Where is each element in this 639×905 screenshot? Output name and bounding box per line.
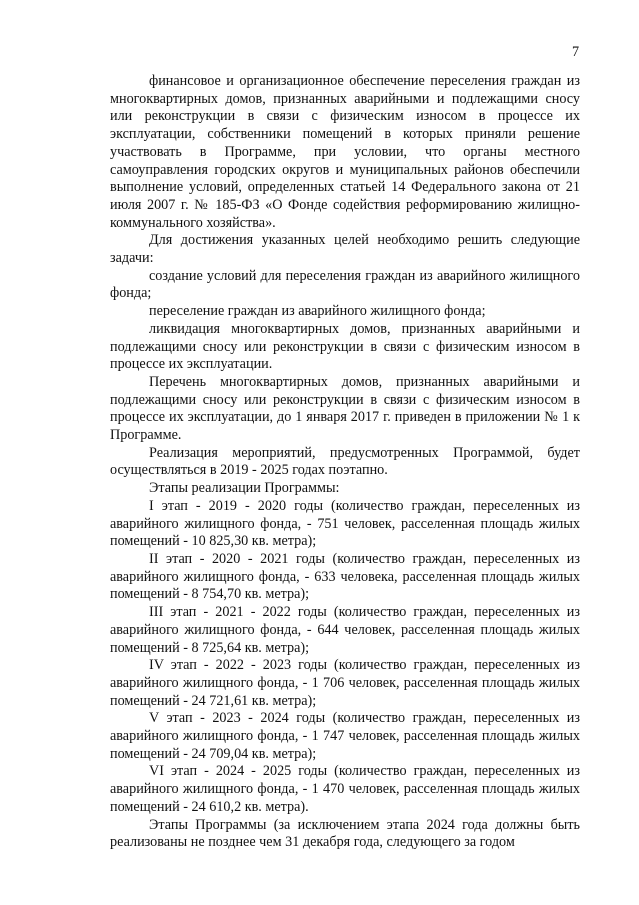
stage-item-3: III этап - 2021 - 2022 годы (количество граждан, переселенных из аварийного жилищного фонда, - 644 человек, расселенная площадь жилых помещений - 8 725,64 кв. метра); <box>110 604 580 656</box>
paragraph-stage-deadlines: Этапы Программы (за исключением этапа 2024 года должны быть реализованы не позднее чем 31 декабря года, следующего за годом <box>110 816 580 851</box>
task-item-liquidation: ликвидация многоквартирных домов, признанных аварийными и подлежащими сносу или реконструкции в связи с физическим износом в процессе их эксплуатации. <box>110 320 580 373</box>
paragraph-funding-conditions: финансовое и организационное обеспечение переселения граждан из многоквартирных домов, признанных аварийными и подлежащими сносу или реконструкции в связи с физическим износом в процессе их эксплуатации, собственники помещений в которых приняли решение участвовать в Программе, при условии, что органы местного самоуправления городских округов и муниципальных районов обеспечили выполнение условий, определенных статьей 14 Федерального закона от 21 июля 2007 г. № 185-ФЗ «О Фонде содействия реформированию жилищно-коммунального хозяйства». <box>110 73 580 231</box>
stage-item-4: IV этап - 2022 - 2023 годы (количество граждан, переселенных из аварийного жилищного фонда, - 1 706 человек, расселенная площадь жилых помещений - 24 721,61 кв. метра); <box>110 657 580 709</box>
paragraph-building-list: Перечень многоквартирных домов, признанных аварийными и подлежащими сносу или реконструкции в связи с физическим износом в процессе их эксплуатации, до 1 января 2017 г. приведен в приложении № 1 к Программе. <box>110 373 580 444</box>
stage-item-5: V этап - 2023 - 2024 годы (количество граждан, переселенных из аварийного жилищного фонда, - 1 747 человек, расселенная площадь жилых помещений - 24 709,04 кв. метра); <box>110 710 580 762</box>
stage-item-1: I этап - 2019 - 2020 годы (количество граждан, переселенных из аварийного жилищного фонда, - 751 человек, расселенная площадь жилых помещений - 10 825,30 кв. метра); <box>110 497 580 550</box>
task-item-conditions: создание условий для переселения граждан из аварийного жилищного фонда; <box>110 267 580 302</box>
stage-item-6: VI этап - 2024 - 2025 годы (количество граждан, переселенных из аварийного жилищного фонда, - 1 470 человек, расселенная площадь жилых помещений - 24 610,2 кв. метра). <box>110 763 580 815</box>
paragraph-implementation: Реализация мероприятий, предусмотренных Программой, будет осуществляться в 2019 - 2025 годах поэтапно. <box>110 444 580 479</box>
page-number: 7 <box>572 44 580 60</box>
stage-item-2: II этап - 2020 - 2021 годы (количество граждан, переселенных из аварийного жилищного фонда, - 633 человека, расселенная площадь жилых помещений - 8 754,70 кв. метра); <box>110 550 580 603</box>
document-body <box>110 73 580 852</box>
task-item-resettlement: переселение граждан из аварийного жилищного фонда; <box>149 303 486 320</box>
paragraph-tasks-intro: Для достижения указанных целей необходимо решить следующие задачи: <box>110 232 580 267</box>
paragraph-stages-heading: Этапы реализации Программы: <box>149 480 340 497</box>
